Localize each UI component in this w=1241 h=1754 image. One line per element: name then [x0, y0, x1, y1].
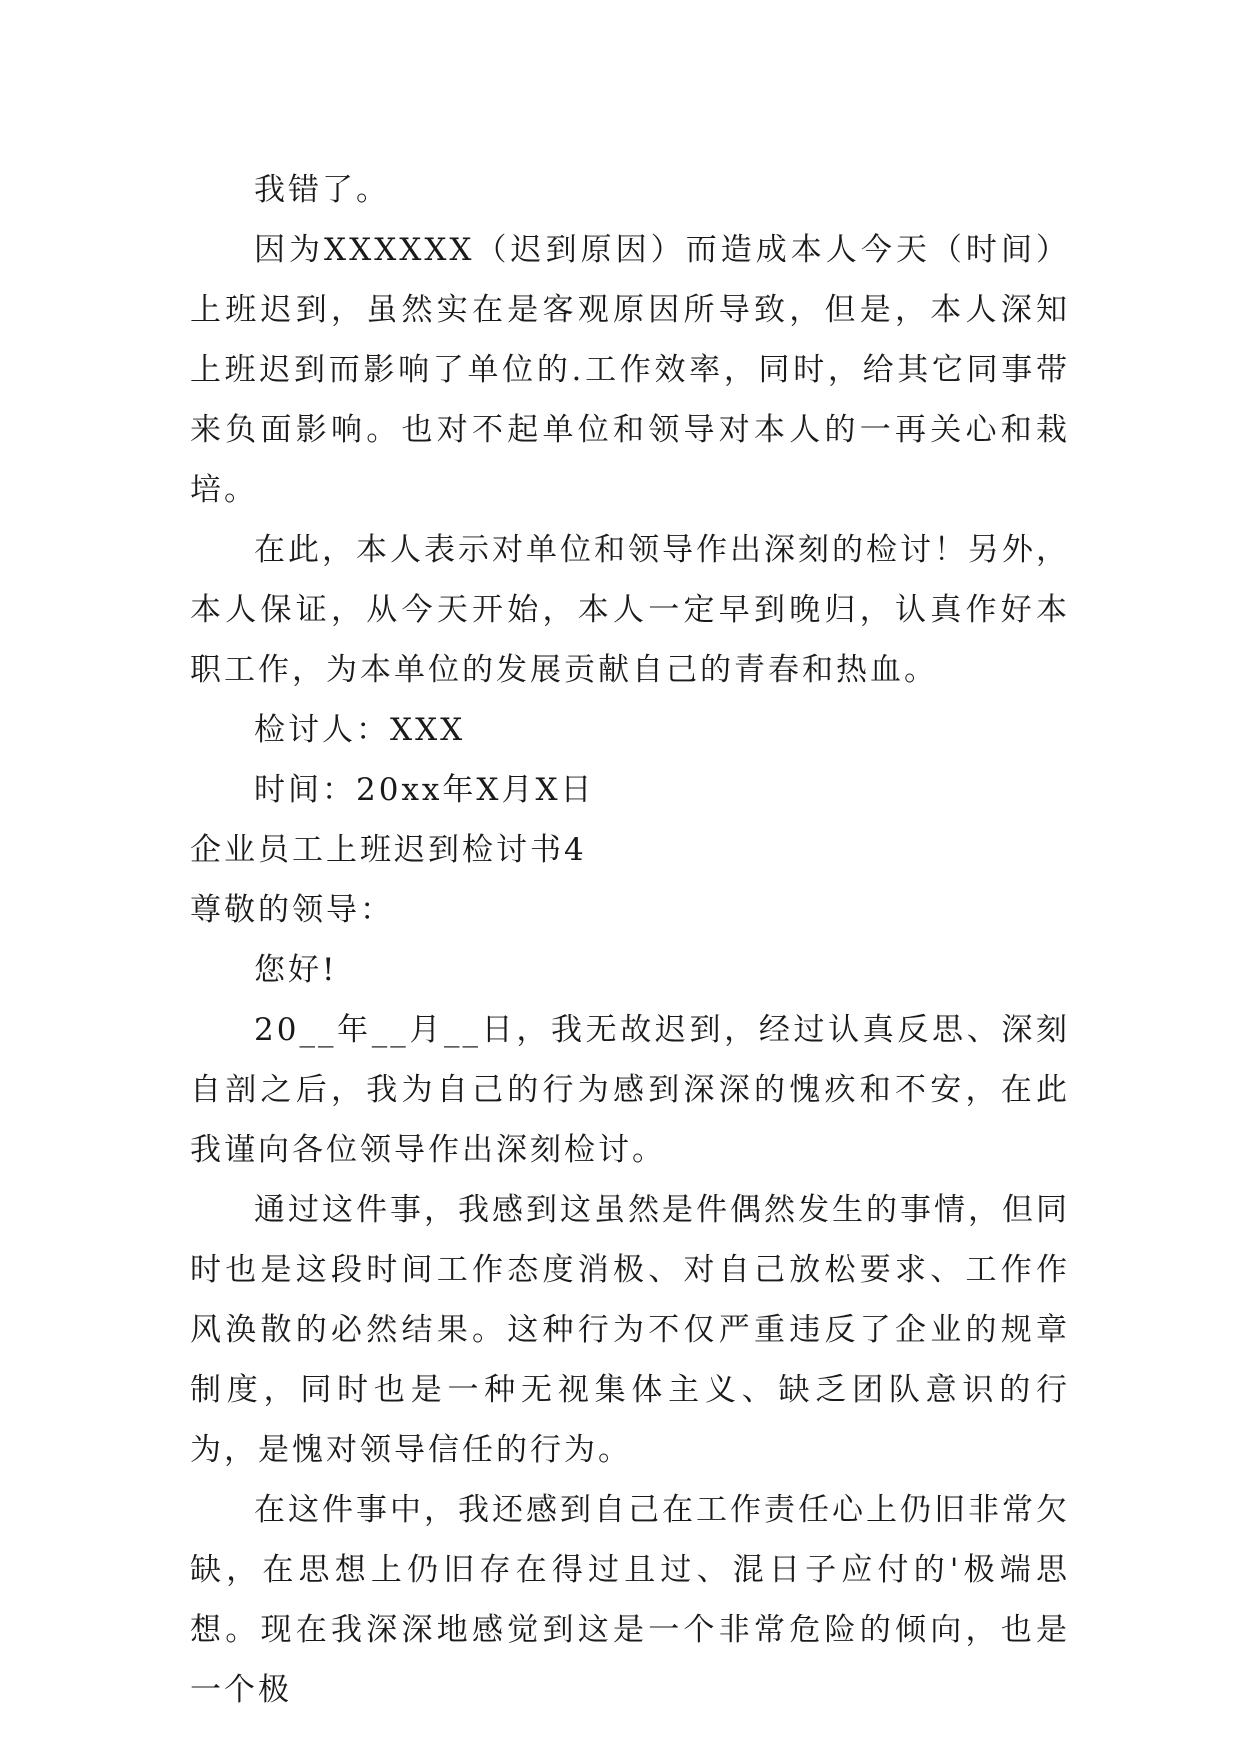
- document-body: [190, 160, 1070, 1720]
- signer-line: 检讨人：XXX: [254, 712, 466, 748]
- paragraph-reason: 因为XXXXXX（迟到原因）而造成本人今天（时间）上班迟到，虽然实在是客观原因所导致，但是，本人深知上班迟到而影响了单位的.工作效率，同时，给其它同事带来负面影响。也对不起单位和领导对本人的一再关心和栽培。: [190, 232, 1070, 508]
- paragraph-apology: 我错了。: [254, 172, 390, 208]
- paragraph-reflection: 通过这件事，我感到这虽然是件偶然发生的事情，但同时也是这段时间工作态度消极、对自己放松要求、工作作风涣散的必然结果。这种行为不仅严重违反了企业的规章制度，同时也是一种无视集体主义、缺乏团队意识的行为，是愧对领导信任的行为。: [190, 1192, 1070, 1468]
- date-line: 时间：20xx年X月X日: [254, 772, 595, 808]
- paragraph-responsibility: 在这件事中，我还感到自己在工作责任心上仍旧非常欠缺，在思想上仍旧存在得过且过、混日子应付的'极端思想。现在我深深地感觉到这是一个非常危险的倾向，也是一个极: [190, 1492, 1070, 1708]
- greeting: 您好!: [254, 952, 338, 988]
- paragraph-incident: 20__年__月__日，我无故迟到，经过认真反思、深刻自剖之后，我为自己的行为感到深深的愧疚和不安，在此我谨向各位领导作出深刻检讨。: [190, 1012, 1070, 1168]
- section-title: 企业员工上班迟到检讨书4: [190, 832, 587, 868]
- paragraph-commitment: 在此，本人表示对单位和领导作出深刻的检讨！另外，本人保证，从今天开始，本人一定早到晚归，认真作好本职工作，为本单位的发展贡献自己的青春和热血。: [190, 532, 1070, 688]
- salutation: 尊敬的领导：: [190, 892, 394, 928]
